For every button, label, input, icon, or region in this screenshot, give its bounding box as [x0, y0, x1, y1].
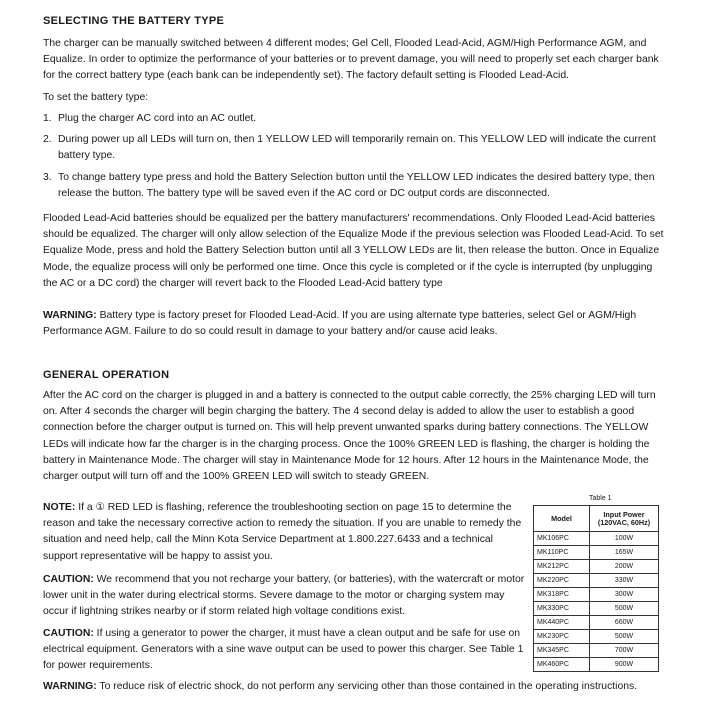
battery-type-warning — [43, 308, 668, 340]
model-cell: MK230PC — [534, 630, 590, 644]
warning-text: To reduce risk of electric shock, do not perform any servicing other than those contained in the operating instructions. — [96, 681, 638, 692]
model-cell: MK220PC — [534, 574, 590, 588]
model-cell: MK318PC — [534, 588, 590, 602]
header-input-power-line2: (120VAC, 60Hz) — [597, 517, 651, 527]
table-caption: Table 1 — [589, 495, 612, 502]
header-model: Model — [534, 506, 590, 532]
power-cell: 500W — [590, 630, 659, 644]
step-1 — [43, 111, 668, 127]
caution-label: CAUTION: — [43, 574, 94, 585]
caution-storm-paragraph — [43, 572, 528, 621]
power-requirements-table — [533, 505, 659, 672]
step-text: To change battery type press and hold the Battery Selection button until the YELLOW LED indicates the desired battery type, then release the button. The battery type will be saved even if the AC cord or DC output cords are disconnected. — [58, 172, 655, 200]
power-cell: 660W — [590, 616, 659, 630]
table-row — [534, 602, 659, 616]
section-heading-battery-type: SELECTING THE BATTERY TYPE — [43, 15, 225, 27]
table-row — [534, 658, 659, 672]
power-cell: 900W — [590, 658, 659, 672]
table-row — [534, 588, 659, 602]
table-row — [534, 644, 659, 658]
shock-warning-paragraph — [43, 679, 668, 695]
model-cell: MK345PC — [534, 644, 590, 658]
step-text: During power up all LEDs will turn on, then 1 YELLOW LED will temporarily remain on. This YELLOW LED will indicate the current battery type. — [58, 134, 656, 162]
header-input-power — [590, 506, 659, 532]
caution-generator-paragraph — [43, 626, 528, 675]
table-row — [534, 630, 659, 644]
step-number: 1. — [43, 113, 52, 124]
step-number: 3. — [43, 172, 52, 183]
warning-label: WARNING: — [43, 681, 97, 692]
table-row — [534, 546, 659, 560]
header-input-power-line1: Input Power — [603, 509, 645, 519]
step-2 — [43, 132, 668, 164]
table-header-row — [534, 506, 659, 532]
power-cell: 300W — [590, 588, 659, 602]
note-label: NOTE: — [43, 502, 76, 513]
table-row — [534, 560, 659, 574]
model-cell: MK212PC — [534, 560, 590, 574]
power-cell: 330W — [590, 574, 659, 588]
model-cell: MK110PC — [534, 546, 590, 560]
model-cell: MK106PC — [534, 532, 590, 546]
power-cell: 700W — [590, 644, 659, 658]
model-cell: MK440PC — [534, 616, 590, 630]
warning-text: Battery type is factory preset for Flooded Lead-Acid. If you are using alternate type batteries, select Gel or AGM/High Performance AGM. Failure to do so could result in damage to your battery and/or cause acid leaks. — [43, 310, 637, 338]
step-text: Plug the charger AC cord into an AC outlet. — [58, 113, 257, 124]
table-row — [534, 532, 659, 546]
section-heading-general-operation: GENERAL OPERATION — [43, 369, 170, 381]
steps-label: To set the battery type: — [43, 92, 149, 103]
caution-text: If using a generator to power the charger, it must have a clean output and be safe for use on electrical equipment. Generators with a sine wave output can be used to power this charger. See Table 1 for power requirements. — [43, 628, 524, 672]
power-cell: 165W — [590, 546, 659, 560]
caution-text: We recommend that you not recharge your battery, (or batteries), with the watercraft or motor lower unit in the water during electrical storms. Severe damage to the motor or charging system may occur if lightning strikes nearby or if storm related high voltage conditions exist. — [43, 574, 525, 618]
equalize-paragraph: Flooded Lead-Acid batteries should be equalized per the battery manufacturers' recommendations. Only Flooded Lead-Acid batteries should be equalized. The charger will only allow selection of the Equalize Mode if the previous selection was Flooded Lead-Acid. To set Equalize Mode, press and hold the Battery Selection button until all 3 YELLOW LEDs are lit, then release the button. Once in Equalize Mode, the equalize process will only be performed one time. Once this cycle is completed or if the cycle is interrupted (by unplugging the AC or a DC cord) the charger will revert back to the Flooded Lead-Acid battery type — [43, 213, 664, 289]
step-3 — [43, 170, 668, 202]
model-cell: MK330PC — [534, 602, 590, 616]
note-paragraph — [43, 500, 528, 565]
general-operation-body: After the AC cord on the charger is plugged in and a battery is connected to the output cable correctly, the 25% charging LED will turn on. After 4 seconds the charger will begin charging the battery. The 4 second delay is added to allow the user to establish a good connection before the charger output is turned on. This will help prevent unwanted sparks during battery connections. The YELLOW LEDs will indicate how far the charger is in the charging process. Once the 100% GREEN LED is flashing, the charger is holding the battery in Maintenance Mode. The charger will stay in Maintenance Mode for 12 hours. After 12 hours in the Maintenance Mode, the charger output will turn off and the 100% GREEN LED will switch to steady GREEN. — [43, 390, 656, 483]
power-cell: 200W — [590, 560, 659, 574]
power-cell: 500W — [590, 602, 659, 616]
warning-label: WARNING: — [43, 310, 97, 321]
table-row — [534, 616, 659, 630]
power-cell: 100W — [590, 532, 659, 546]
note-text: If a ① RED LED is flashing, reference the troubleshooting section on page 15 to determine the reason and take the necessary corrective action to remedy the situation. If you are unable to remedy the situation and need help, call the Minn Kota Service Department at 1.800.227.6433 and a technical support representative will be happy to assist you. — [43, 502, 522, 562]
battery-type-intro: The charger can be manually switched between 4 different modes; Gel Cell, Flooded Lead-Acid, AGM/High Performance AGM, and Equalize. In order to optimize the performance of your batteries or to prevent damage, you will need to properly set each charger bank for the correct battery type (each bank can be independently set). The factory default setting is Flooded Lead-Acid. — [43, 38, 659, 82]
caution-label: CAUTION: — [43, 628, 94, 639]
step-number: 2. — [43, 134, 52, 145]
table-row — [534, 574, 659, 588]
model-cell: MK460PC — [534, 658, 590, 672]
